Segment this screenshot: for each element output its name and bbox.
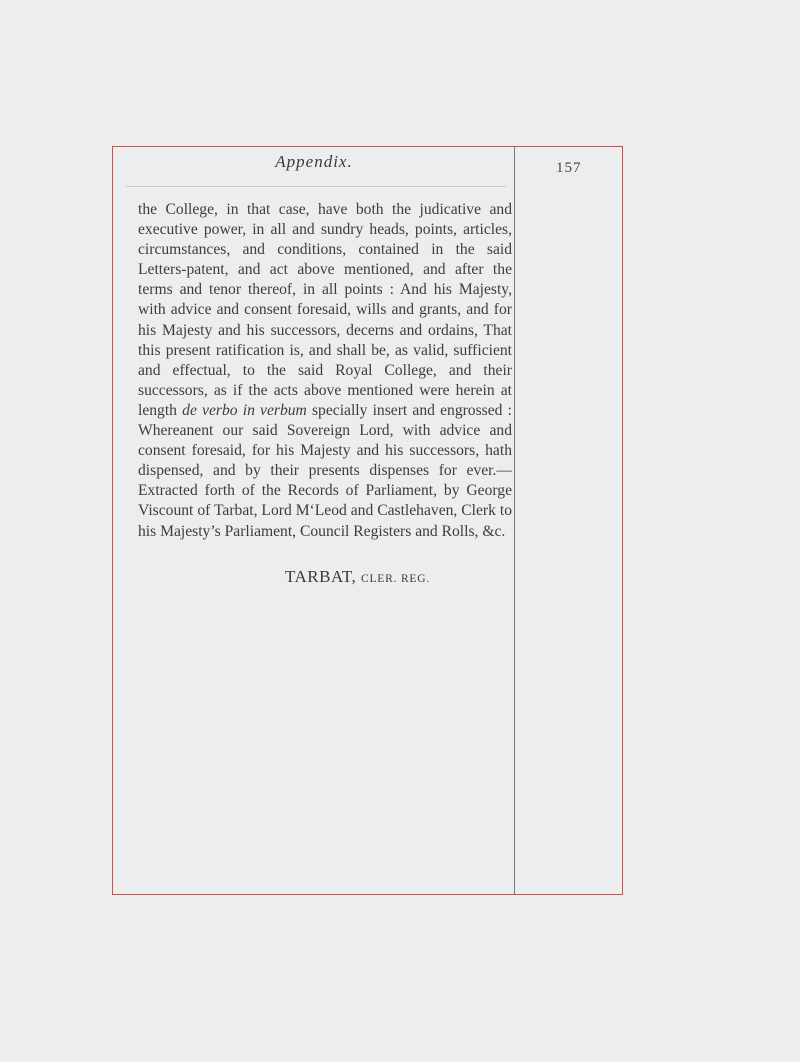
latin-phrase: de verbo in verbum xyxy=(182,401,307,419)
body-text xyxy=(138,200,512,542)
margin-rule xyxy=(514,146,515,895)
body-text-part-1: the College, in that case, have both the judicative and executive power, in all and sundry heads, points, articles, circumstances, and conditions, contained in the said Letters-patent, and act above mentioned, and after the terms and tenor thereof, in all points : And his Majesty, with advice and consent foresaid, wills and grants, and for his Majesty and his successors, decerns and ordains, That this present ratification is, and shall be, as valid, sufficient and effectual, to the said Royal College, and their successors, as if the acts above mentioned were herein at length xyxy=(138,201,512,419)
signature xyxy=(285,567,430,587)
body-paragraph xyxy=(138,200,512,542)
body-text-part-2: specially insert and engrossed : Whereanent our said Sovereign Lord, with advice and consent foresaid, for his Majesty and his successors, hath dispensed, and by their presents dispenses for ever.—Extracted forth of the Records of Parliament, by George Viscount of Tarbat, Lord M‘Leod and Castlehaven, Clerk to his Majesty’s Parliament, Council Registers and Rolls, &c. xyxy=(138,401,512,540)
signature-title: CLER. REG. xyxy=(361,573,431,585)
signature-name: TARBAT, xyxy=(285,567,357,586)
page-number: 157 xyxy=(556,160,582,176)
running-head: Appendix. xyxy=(275,152,353,171)
header-rule xyxy=(126,186,506,187)
